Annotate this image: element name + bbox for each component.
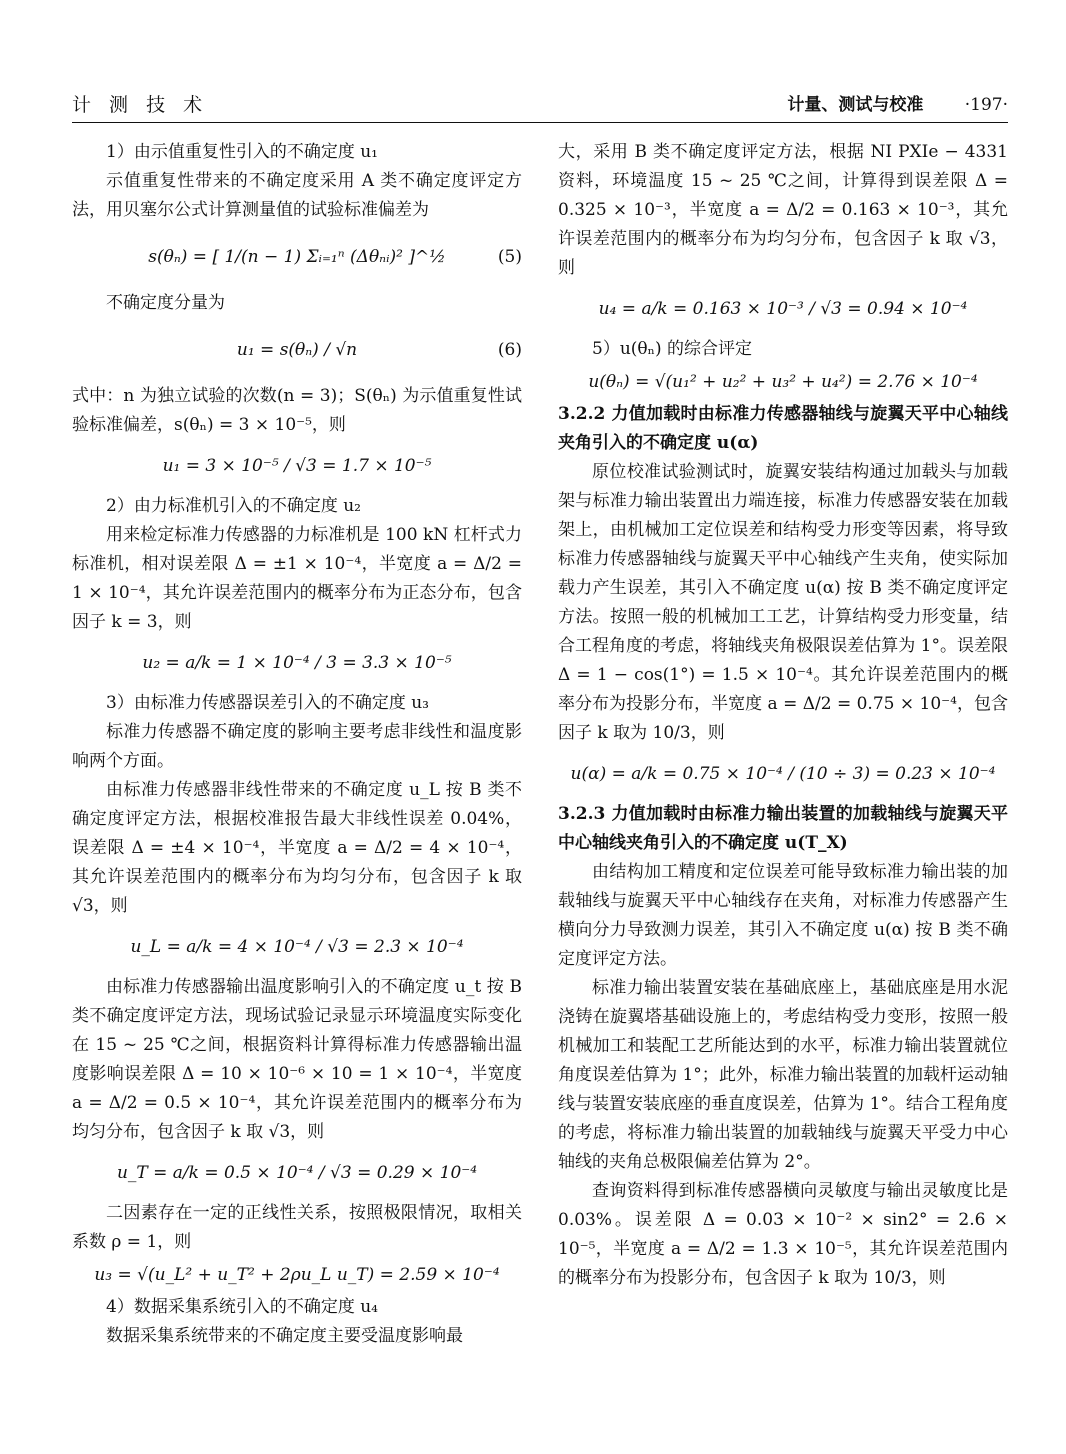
equation-number: (5) (497, 247, 522, 267)
paragraph: 用来检定标准力传感器的力标准机是 100 kN 杠杆式力标准机，相对误差限 Δ = ±1 × 10⁻⁴，半宽度 a = Δ/2 = 1 × 10⁻⁴，其允许误差范围内的概率分布为正态分布，包含因子 k = 3，则 (72, 525, 522, 632)
equation-body: u_T = a/k = 0.5 × 10⁻⁴ / √3 = 0.29 × 10⁻⁴ (116, 1163, 478, 1183)
equation-u2 (72, 640, 522, 686)
equation-body: u₃ = √(u_L² + u_T² + 2ρu_L u_T) = 2.59 × 10⁻⁴ (94, 1265, 500, 1285)
paragraph: 二因素存在一定的正线性关系，按照极限情况，取相关系数 ρ = 1，则 (72, 1203, 522, 1252)
running-header (72, 90, 1008, 126)
equation-body: u(α) = a/k = 0.75 × 10⁻⁴ / (10 ÷ 3) = 0.23 × 10⁻⁴ (570, 764, 996, 784)
paragraph: 示值重复性带来的不确定度采用 A 类不确定度评定方法，用贝塞尔公式计算测量值的试验标准偏差为 (72, 171, 522, 220)
paragraph: 查询资料得到标准传感器横向灵敏度与输出灵敏度比是 0.03%。误差限 Δ = 0.03 × 10⁻² × sin2° = 2.6 × 10⁻⁵，半宽度 a = Δ/2 = 1.3 × 10⁻⁵，其允许误差范围内的概率分布为投影分布，包含因子 k 取为 10/3，则 (558, 1181, 1008, 1288)
paragraph: 式中：n 为独立试验的次数(n = 3)；S(θₙ) 为示值重复性试验标准偏差，s(θₙ) = 3 × 10⁻⁵，则 (72, 386, 522, 435)
equation-uL (72, 924, 522, 970)
paragraph: 数据采集系统带来的不确定度主要受温度影响最 (106, 1326, 463, 1346)
right-column (558, 138, 1008, 1293)
header-rule (72, 122, 1008, 123)
equation-body: u₁ = 3 × 10⁻⁵ / √3 = 1.7 × 10⁻⁵ (162, 456, 432, 476)
paragraph: 大，采用 B 类不确定度评定方法，根据 NI PXIe − 4331 资料，环境温度 15 ~ 25 ℃之间，计算得到误差限 Δ = 0.325 × 10⁻³，半宽度 a = Δ/2 = 0.163 × 10⁻³，其允许误差范围内的概率分布为均匀分布，包含因子 k 取 √3，则 (558, 142, 1008, 278)
header-right (787, 90, 1008, 115)
subheading-u3: 3）由标准力传感器误差引入的不确定度 u₃ (106, 693, 429, 713)
paragraph: 不确定度分量为 (106, 293, 225, 313)
equation-6 (72, 321, 522, 379)
paragraph: 标准力输出装置安装在基础底座上，基础底座是用水泥浇铸在旋翼塔基础设施上的，考虑结构受力变形，按照一般机械加工和装配工艺所能达到的水平，标准力输出装置就位角度误差估算为 1°；此外，标准力输出装置的加载杆运动轴线与装置安装底座的垂直度误差，估算为 1°。结合工程角度的考虑，将标准力输出装置的加载轴线与旋翼天平受力中心轴线的夹角总极限偏差估算为 2°。 (558, 978, 1008, 1172)
equation-body: u₂ = a/k = 1 × 10⁻⁴ / 3 = 3.3 × 10⁻⁵ (142, 653, 452, 673)
equation-uT (72, 1150, 522, 1196)
journal-name: 计 测 技 术 (72, 94, 209, 116)
page-number: ·197· (964, 95, 1008, 115)
section-title: 计量、测试与校准 (787, 95, 924, 115)
section-heading-3-2-2: 3.2.2 力值加载时由标准力传感器轴线与旋翼天平中心轴线夹角引入的不确定度 u(α) (558, 404, 1008, 453)
equation-body: u₁ = s(θₙ) / √n (236, 340, 358, 360)
equation-u4 (558, 286, 1008, 332)
paragraph: 原位校准试验测试时，旋翼安装结构通过加载头与加载架与标准力输出装置出力端连接，标准力传感器安装在加载架上，由机械加工定位误差和结构受力形变等因素，将导致标准力传感器轴线与旋翼天平中心轴线产生夹角，使实际加载力产生误差，其引入不确定度 u(α) 按 B 类不确定度评定方法。按照一般的机械加工工艺，计算结构受力形变量，结合工程角度的考虑，将轴线夹角极限误差估算为 1°。误差限 Δ = 1 − cos(1°) = 1.5 × 10⁻⁴。其允许误差范围内的概率分布为投影分布，半宽度 a = Δ/2 = 0.75 × 10⁻⁴，包含因子 k 取为 10/3，则 (558, 462, 1008, 743)
equation-5 (72, 228, 522, 286)
paragraph: 由标准力传感器非线性带来的不确定度 u_L 按 B 类不确定度评定方法，根据校准报告最大非线性误差 0.04%，误差限 Δ = ±4 × 10⁻⁴，半宽度 a = Δ/2 = 4 × 10⁻⁴，其允许误差范围内的概率分布为均匀分布，包含因子 k 取 √3，则 (72, 780, 522, 916)
equation-number: (6) (497, 340, 522, 360)
paragraph: 标准力传感器不确定度的影响主要考虑非线性和温度影响两个方面。 (72, 722, 522, 771)
equation-u1 (72, 443, 522, 489)
equation-u3 (72, 1260, 522, 1290)
equation-body: u_L = a/k = 4 × 10⁻⁴ / √3 = 2.3 × 10⁻⁴ (130, 937, 464, 957)
subheading-u1: 1）由示值重复性引入的不确定度 u₁ (106, 142, 378, 162)
subheading-u2: 2）由力标准机引入的不确定度 u₂ (106, 496, 361, 516)
equation-body: s(θₙ) = [ 1/(n − 1) Σᵢ₌₁ⁿ (Δθₙᵢ)² ]^½ (148, 247, 446, 267)
subheading-u4: 4）数据采集系统引入的不确定度 u₄ (106, 1297, 378, 1317)
equation-u-alpha (558, 751, 1008, 797)
paragraph: 由标准力传感器输出温度影响引入的不确定度 u_t 按 B 类不确定度评定方法，现场试验记录显示环境温度实际变化在 15 ~ 25 ℃之间，根据资料计算得标准力传感器输出温度影响误差限 Δ = 10 × 10⁻⁶ × 10 = 1 × 10⁻⁴，半宽度 a = Δ/2 = 0.5 × 10⁻⁴，其允许误差范围内的概率分布为均匀分布，包含因子 k 取 √3，则 (72, 977, 522, 1142)
paragraph: 由结构加工精度和定位误差可能导致标准力输出装的加载轴线与旋翼天平中心轴线存在夹角，对标准力传感器产生横向分力导致测力误差，其引入不确定度 u(α) 按 B 类不确定度评定方法。 (558, 862, 1008, 969)
section-heading-3-2-3: 3.2.3 力值加载时由标准力输出装置的加载轴线与旋翼天平中心轴线夹角引入的不确定度 u(T_X) (558, 804, 1008, 853)
left-column (72, 138, 522, 1351)
equation-u-theta (558, 367, 1008, 397)
equation-body: u(θₙ) = √(u₁² + u₂² + u₃² + u₄²) = 2.76 × 10⁻⁴ (588, 372, 978, 392)
subheading-combined: 5）u(θₙ) 的综合评定 (592, 339, 753, 359)
equation-body: u₄ = a/k = 0.163 × 10⁻³ / √3 = 0.94 × 10⁻⁴ (598, 299, 968, 319)
